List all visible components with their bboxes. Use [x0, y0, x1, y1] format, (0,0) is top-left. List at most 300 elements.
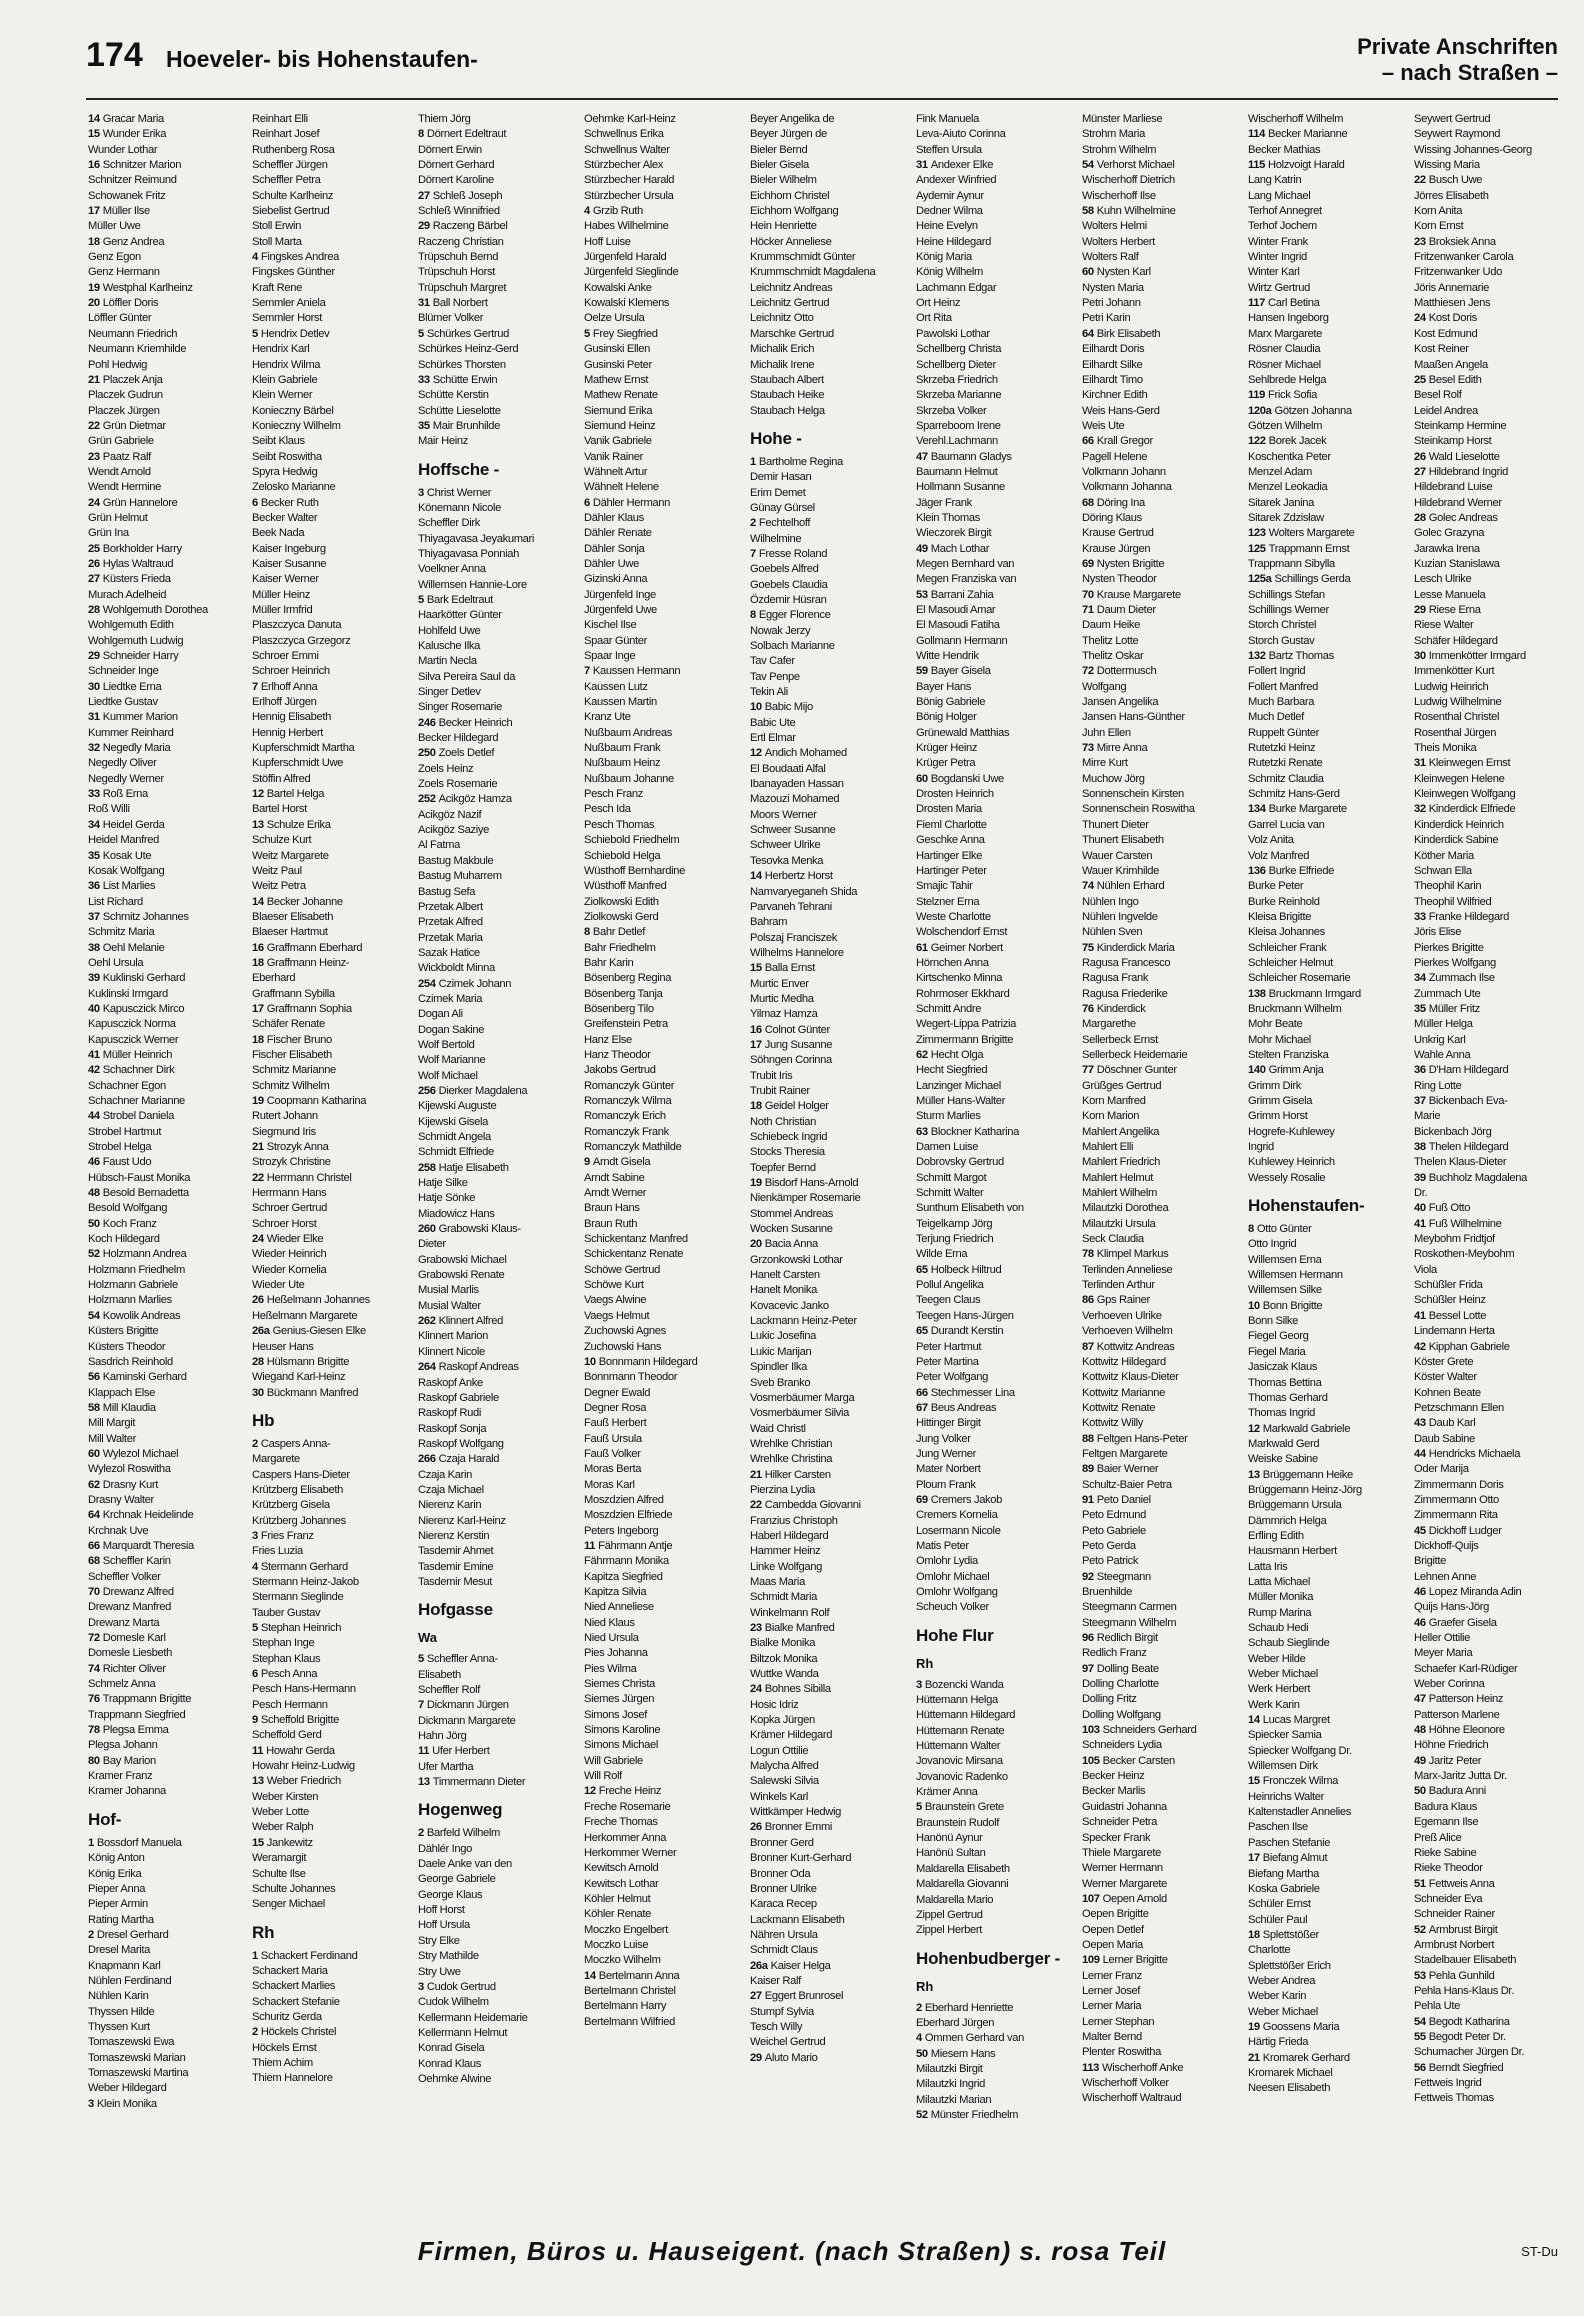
resident-entry	[252, 1621, 410, 1636]
resident-name: Kosak Ute	[102, 849, 152, 862]
resident-name: Wähnelt Artur	[584, 465, 648, 478]
street-heading: Hohe Flur	[916, 1625, 994, 1645]
resident-entry	[750, 1191, 908, 1206]
resident-name: Babic Mijo	[764, 701, 813, 714]
resident-name: Mirre Anna	[1096, 742, 1148, 755]
resident-entry	[916, 358, 1074, 373]
resident-entry	[252, 496, 410, 511]
resident-entry	[916, 1048, 1074, 1063]
resident-name: Hüttemann Hildegard	[916, 1709, 1016, 1722]
house-number: 74	[1082, 880, 1094, 893]
house-number: 89	[1082, 1463, 1094, 1476]
resident-entry	[916, 1678, 1074, 1693]
resident-name: Maaßen Angela	[1414, 358, 1488, 371]
resident-entry	[418, 296, 576, 311]
resident-entry	[1248, 1360, 1406, 1375]
house-number: 51	[1414, 1877, 1426, 1890]
resident-name: Hendrix Detlev	[260, 327, 330, 340]
resident-entry	[1082, 664, 1240, 679]
resident-name: Pieper Anna	[88, 1882, 146, 1895]
resident-entry	[916, 373, 1074, 388]
resident-name: Otto Ingrid	[1248, 1238, 1297, 1251]
resident-name: Stürzbecher Alex	[584, 159, 663, 172]
resident-name: Kaussen Hermann	[592, 665, 681, 678]
resident-entry	[1414, 2045, 1572, 2060]
resident-name: Kapusczick Norma	[88, 1018, 176, 1031]
resident-entry	[584, 1723, 742, 1738]
resident-name: Krause Margarete	[1096, 588, 1181, 601]
resident-entry	[916, 1800, 1074, 1815]
resident-entry	[750, 1544, 908, 1559]
resident-entry	[916, 1877, 1074, 1892]
resident-entry	[1414, 235, 1572, 250]
resident-entry	[1414, 465, 1572, 480]
resident-entry	[1248, 1636, 1406, 1651]
resident-name: Grün Helmut	[88, 511, 148, 524]
house-number: 52	[916, 2108, 928, 2121]
house-number: 4	[916, 2032, 922, 2045]
resident-entry	[750, 1099, 908, 1114]
resident-name: Paatz Ralf	[102, 450, 151, 463]
house-number: 26a	[750, 1959, 768, 1972]
resident-entry	[418, 1857, 576, 1872]
resident-name: Oehl Ursula	[88, 956, 144, 969]
resident-name: Spiecker Wolfgang Dr.	[1248, 1744, 1352, 1757]
house-number: 1	[88, 1836, 94, 1849]
resident-entry	[1414, 1247, 1572, 1262]
resident-name: Wähnelt Helene	[584, 481, 659, 494]
resident-entry	[750, 1329, 908, 1344]
resident-entry	[750, 1713, 908, 1728]
resident-name: Strobel Helga	[88, 1141, 152, 1154]
resident-entry	[1248, 1079, 1406, 1094]
resident-entry	[1248, 1682, 1406, 1697]
resident-name: Biefang Martha	[1248, 1867, 1319, 1880]
resident-entry	[88, 1186, 246, 1201]
resident-entry	[252, 634, 410, 649]
resident-name: Golec Andreas	[1428, 511, 1498, 524]
resident-entry	[916, 925, 1074, 940]
resident-name: Raczeng Christian	[418, 235, 504, 248]
resident-entry	[916, 1002, 1074, 1017]
resident-entry	[1414, 1033, 1572, 1048]
resident-name: Hüttemann Walter	[916, 1740, 1001, 1753]
resident-entry	[418, 143, 576, 158]
resident-name: Besel Edith	[1428, 373, 1482, 386]
resident-name: Lucas Margret	[1262, 1714, 1330, 1727]
resident-entry	[1082, 1646, 1240, 1661]
resident-entry	[750, 670, 908, 685]
resident-name: Tasdemir Ahmet	[418, 1545, 494, 1558]
resident-name: Hollmann Susanne	[916, 481, 1005, 494]
resident-entry	[1082, 1462, 1240, 1477]
resident-name: Geschke Anna	[916, 834, 985, 847]
house-number: 71	[1082, 604, 1094, 616]
resident-entry	[88, 557, 246, 572]
house-number: 10	[1248, 1299, 1260, 1312]
resident-entry	[1414, 419, 1572, 434]
resident-entry	[750, 112, 908, 127]
resident-entry	[750, 885, 908, 900]
resident-entry	[584, 879, 742, 894]
house-number: 7	[750, 547, 756, 560]
resident-name: Kaminski Gerhard	[102, 1371, 187, 1384]
resident-entry	[418, 869, 576, 884]
resident-name: Grimm Horst	[1248, 1110, 1308, 1123]
resident-entry	[88, 2005, 246, 2020]
resident-entry	[252, 603, 410, 618]
resident-entry	[418, 516, 576, 531]
resident-entry	[584, 480, 742, 495]
resident-name: Nied Ursula	[584, 1632, 639, 1645]
resident-name: Sonnenschein Kirsten	[1082, 788, 1184, 801]
resident-entry	[750, 1728, 908, 1743]
resident-entry	[88, 1616, 246, 1631]
resident-entry	[418, 1452, 576, 1467]
house-number: 132	[1248, 650, 1266, 663]
resident-name: Weber Karin	[1248, 1990, 1307, 2003]
resident-entry	[584, 1616, 742, 1631]
resident-entry	[750, 777, 908, 792]
house-number: 44	[1414, 1447, 1426, 1460]
resident-name: Bonnmann Hildegard	[598, 1355, 698, 1368]
resident-entry	[418, 1207, 576, 1222]
resident-name: Hendricks Michaela	[1428, 1447, 1521, 1460]
house-number: 13	[1248, 1468, 1260, 1481]
resident-entry	[750, 1237, 908, 1252]
resident-name: Klein Monika	[96, 2097, 157, 2110]
resident-name: Schmidt Claus	[750, 1944, 818, 1957]
resident-name: Wunder Lothar	[88, 143, 158, 156]
resident-name: Miesem Hans	[930, 2047, 996, 2060]
resident-name: Kost Reiner	[1414, 343, 1469, 356]
resident-name: Pehla Hans-Klaus Dr.	[1414, 1984, 1514, 1997]
resident-name: Weichel Gertrud	[750, 2036, 826, 2049]
resident-entry	[1248, 1222, 1406, 1237]
resident-entry	[1414, 1861, 1572, 1876]
resident-entry	[1248, 726, 1406, 741]
resident-entry	[88, 802, 246, 817]
resident-name: Müller Heinrich	[102, 1048, 173, 1061]
resident-name: Klein Gabriele	[252, 373, 318, 386]
resident-name: Weber Hilde	[1248, 1652, 1306, 1665]
resident-entry	[418, 731, 576, 746]
resident-name: Konieczny Wilhelm	[252, 419, 341, 432]
house-number: 24	[750, 1683, 762, 1696]
resident-name: Oepen Arnold	[1102, 1892, 1167, 1905]
resident-entry	[584, 756, 742, 771]
resident-entry	[418, 358, 576, 373]
resident-entry	[584, 833, 742, 848]
resident-name: Tav Cafer	[750, 655, 795, 668]
resident-name: Dörnert Karoline	[418, 174, 494, 187]
resident-entry	[88, 1723, 246, 1738]
resident-entry	[418, 624, 576, 639]
resident-name: Voelkner Anna	[418, 563, 486, 576]
resident-name: Sasdrich Reinhold	[88, 1355, 173, 1368]
resident-name: Oehmke Alwine	[418, 2072, 492, 2085]
resident-name: Grün Gabriele	[88, 435, 154, 448]
resident-entry	[750, 900, 908, 915]
resident-entry	[418, 1744, 576, 1759]
house-number: 92	[1082, 1570, 1094, 1583]
resident-name: Wolters Margarete	[1268, 527, 1355, 540]
resident-name: Hanelt Carsten	[750, 1269, 820, 1282]
resident-name: Braunstein Grete	[924, 1801, 1004, 1814]
resident-entry	[88, 1943, 246, 1958]
resident-entry	[584, 802, 742, 817]
section-title-line-1: Private Anschriften	[1357, 34, 1558, 59]
resident-name: Beek Nada	[252, 527, 305, 540]
resident-name: Herkommer Werner	[584, 1846, 677, 1859]
house-number: 17	[1248, 1852, 1260, 1865]
resident-name: Stephan Heinrich	[260, 1622, 342, 1634]
resident-name: Baumann Helmut	[916, 465, 998, 478]
resident-entry	[252, 404, 410, 419]
resident-entry	[1248, 1575, 1406, 1590]
resident-entry	[584, 419, 742, 434]
resident-entry	[418, 1888, 576, 1903]
house-number: 73	[1082, 742, 1094, 755]
resident-name: Staubach Albert	[750, 373, 824, 386]
resident-name: Musial Walter	[418, 1299, 481, 1312]
resident-name: Scheffler Dirk	[418, 517, 481, 530]
resident-entry	[88, 756, 246, 771]
resident-name: Barrani Zahia	[930, 588, 994, 601]
resident-name: Guidastri Johanna	[1082, 1800, 1167, 1813]
resident-name: Graffmann Eberhard	[266, 941, 363, 954]
resident-entry	[252, 1728, 410, 1743]
resident-entry	[1082, 434, 1240, 449]
resident-entry	[750, 1023, 908, 1038]
resident-entry	[584, 1984, 742, 1999]
resident-entry	[584, 1017, 742, 1032]
resident-entry	[1082, 1662, 1240, 1677]
resident-entry	[418, 946, 576, 961]
resident-name: Krall Gregor	[1096, 435, 1153, 448]
resident-name: Peter Hartmut	[916, 1340, 982, 1353]
resident-name: Hittinger Birgit	[916, 1417, 981, 1430]
resident-entry	[418, 2011, 576, 2026]
resident-entry	[1248, 1790, 1406, 1805]
resident-name: Jürgenfeld Inge	[584, 588, 656, 601]
house-number: 16	[88, 159, 100, 172]
resident-entry	[916, 465, 1074, 480]
resident-entry	[916, 1908, 1074, 1923]
resident-name: Seywert Raymond	[1414, 128, 1501, 141]
resident-name: Ruthenberg Rosa	[252, 143, 335, 156]
resident-entry	[1414, 1355, 1572, 1370]
resident-entry	[584, 204, 742, 219]
resident-name: Thunert Elisabeth	[1082, 834, 1164, 847]
resident-entry	[88, 1769, 246, 1784]
resident-name: Blaeser Hartmut	[252, 926, 328, 939]
resident-name: Bay Marion	[102, 1754, 156, 1767]
resident-entry	[1414, 143, 1572, 158]
resident-entry	[1248, 2005, 1406, 2020]
resident-entry	[916, 1739, 1074, 1754]
resident-entry	[252, 1247, 410, 1262]
resident-name: Milautzki Birgit	[916, 2062, 983, 2075]
resident-entry	[1414, 1631, 1572, 1646]
resident-entry	[916, 1585, 1074, 1600]
resident-entry	[584, 265, 742, 280]
resident-entry	[584, 358, 742, 373]
resident-name: Kuklinski Irmgard	[88, 987, 168, 1000]
resident-name: Tasdemir Emine	[418, 1560, 494, 1573]
resident-name: Negedly Oliver	[88, 757, 157, 770]
resident-name: Sellerbeck Ernst	[1082, 1033, 1158, 1046]
resident-name: Fettweis Anna	[1428, 1877, 1495, 1890]
resident-name: Rieke Sabine	[1414, 1846, 1477, 1859]
resident-entry	[418, 777, 576, 792]
resident-entry	[418, 112, 576, 127]
house-number: 10	[750, 701, 762, 714]
resident-entry	[1082, 1324, 1240, 1339]
resident-name: Peto Gabriele	[1082, 1524, 1146, 1537]
resident-name: Stürzbecher Ursula	[584, 189, 674, 202]
resident-name: Schneider Eva	[1414, 1892, 1483, 1905]
resident-name: Teegen Hans-Jürgen	[916, 1309, 1014, 1322]
resident-name: Geidel Holger	[764, 1100, 829, 1113]
house-number: 5	[252, 327, 258, 340]
resident-name: Krüger Heinz	[916, 742, 978, 755]
resident-name: Korn Ernst	[1414, 220, 1464, 233]
resident-entry	[1082, 1631, 1240, 1646]
resident-entry	[750, 1053, 908, 1068]
resident-name: Stumpf Sylvia	[750, 2005, 814, 2018]
resident-name: Koch Hildegard	[88, 1233, 160, 1246]
resident-entry	[1248, 1728, 1406, 1743]
resident-entry	[750, 501, 908, 516]
resident-name: Mohr Michael	[1248, 1033, 1311, 1046]
resident-name: Ploum Frank	[916, 1478, 976, 1491]
resident-entry	[584, 112, 742, 127]
resident-entry	[750, 608, 908, 623]
resident-name: El Boudaati Alfal	[750, 762, 826, 775]
resident-entry	[1414, 588, 1572, 603]
resident-entry	[584, 1263, 742, 1278]
house-number: 252	[418, 793, 436, 806]
resident-name: Ziolkowski Edith	[584, 895, 659, 908]
resident-name: Dogan Ali	[418, 1008, 463, 1021]
resident-entry	[1414, 802, 1572, 817]
resident-entry	[88, 1416, 246, 1431]
resident-entry	[1082, 189, 1240, 204]
resident-name: Weiske Sabine	[1248, 1453, 1318, 1466]
resident-name: Hülsmann Brigitte	[266, 1355, 350, 1368]
resident-name: Nühlen Karin	[88, 1990, 149, 2003]
resident-entry	[750, 854, 908, 869]
resident-entry	[1248, 618, 1406, 633]
resident-name: Rutetzki Heinz	[1248, 742, 1316, 755]
resident-entry	[1248, 1094, 1406, 1109]
resident-entry	[750, 1452, 908, 1467]
resident-name: Senger Michael	[252, 1898, 325, 1911]
resident-name: Schulte Johannes	[252, 1882, 336, 1895]
resident-name: Splettstößer Erich	[1248, 1959, 1331, 1972]
resident-name: Drosten Maria	[916, 803, 982, 816]
resident-entry	[750, 173, 908, 188]
resident-name: Kowalski Klemens	[584, 297, 670, 310]
resident-name: Bartz Thomas	[1268, 650, 1334, 663]
resident-name: Döring Ina	[1096, 496, 1145, 509]
resident-name: Kaiser Helga	[770, 1959, 831, 1972]
resident-name: Bieler Gisela	[750, 159, 809, 172]
resident-name: Zoels Rosemarie	[418, 778, 498, 791]
house-number: 17	[88, 205, 100, 218]
house-number: 3	[88, 2097, 94, 2110]
resident-name: Krüger Petra	[916, 757, 976, 770]
resident-name: Bönig Gabriele	[916, 696, 986, 709]
house-number: 46	[88, 1156, 100, 1169]
resident-name: Seywert Gertrud	[1414, 113, 1491, 125]
resident-entry	[750, 654, 908, 669]
resident-name: Korn Manfred	[1082, 1095, 1146, 1107]
resident-entry	[916, 1263, 1074, 1278]
resident-entry	[1414, 1140, 1572, 1155]
resident-name: Bastug Sefa	[418, 885, 476, 898]
resident-entry	[584, 1861, 742, 1876]
resident-name: Lerner Franz	[1082, 1969, 1142, 1982]
resident-entry	[916, 1186, 1074, 1201]
resident-name: Fettweis Ingrid	[1414, 2077, 1482, 2089]
resident-entry	[418, 1995, 576, 2010]
house-number: 3	[252, 1529, 258, 1542]
resident-name: Drewanz Alfred	[102, 1586, 174, 1598]
resident-entry	[252, 772, 410, 787]
house-number: 78	[88, 1724, 100, 1737]
resident-name: Schroer Emmi	[252, 650, 319, 663]
resident-name: Storch Christel	[1248, 619, 1317, 632]
resident-name: Münster Friedhelm	[930, 2108, 1019, 2121]
resident-name: Michalik Irene	[750, 358, 815, 371]
resident-name: Ort Rita	[916, 312, 952, 325]
resident-entry	[916, 557, 1074, 572]
resident-name: Volkmann Johann	[1082, 465, 1166, 478]
resident-entry	[418, 1965, 576, 1980]
resident-name: Erim Demet	[750, 486, 806, 499]
resident-name: Stry Mathilde	[418, 1950, 479, 1963]
resident-entry	[1248, 1529, 1406, 1544]
resident-entry	[916, 710, 1074, 725]
resident-name: Plegsa Johann	[88, 1739, 158, 1752]
resident-entry	[584, 1109, 742, 1124]
house-number: 18	[750, 1100, 762, 1113]
resident-entry	[584, 1953, 742, 1968]
resident-entry	[916, 434, 1074, 449]
resident-name: Volkmann Johanna	[1082, 481, 1172, 494]
resident-entry	[252, 235, 410, 250]
resident-name: Armbrust Birgit	[1428, 1923, 1498, 1936]
resident-name: Muchow Jörg	[1082, 772, 1145, 785]
resident-entry	[1414, 1401, 1572, 1416]
resident-entry	[252, 1805, 410, 1820]
resident-entry	[584, 1769, 742, 1784]
resident-entry	[252, 1995, 410, 2010]
resident-name: Pagell Helene	[1082, 450, 1148, 463]
resident-entry	[1248, 235, 1406, 250]
house-number: 264	[418, 1361, 436, 1374]
resident-entry	[1082, 511, 1240, 526]
resident-name: Schickentanz Manfred	[584, 1233, 688, 1246]
resident-name: Bonnmann Theodor	[584, 1371, 678, 1384]
resident-entry	[1082, 864, 1240, 879]
resident-name: Plaszczyca Danuta	[252, 619, 342, 632]
resident-entry	[418, 1376, 576, 1391]
resident-entry	[88, 1247, 246, 1262]
resident-name: Schöwe Kurt	[584, 1279, 644, 1292]
